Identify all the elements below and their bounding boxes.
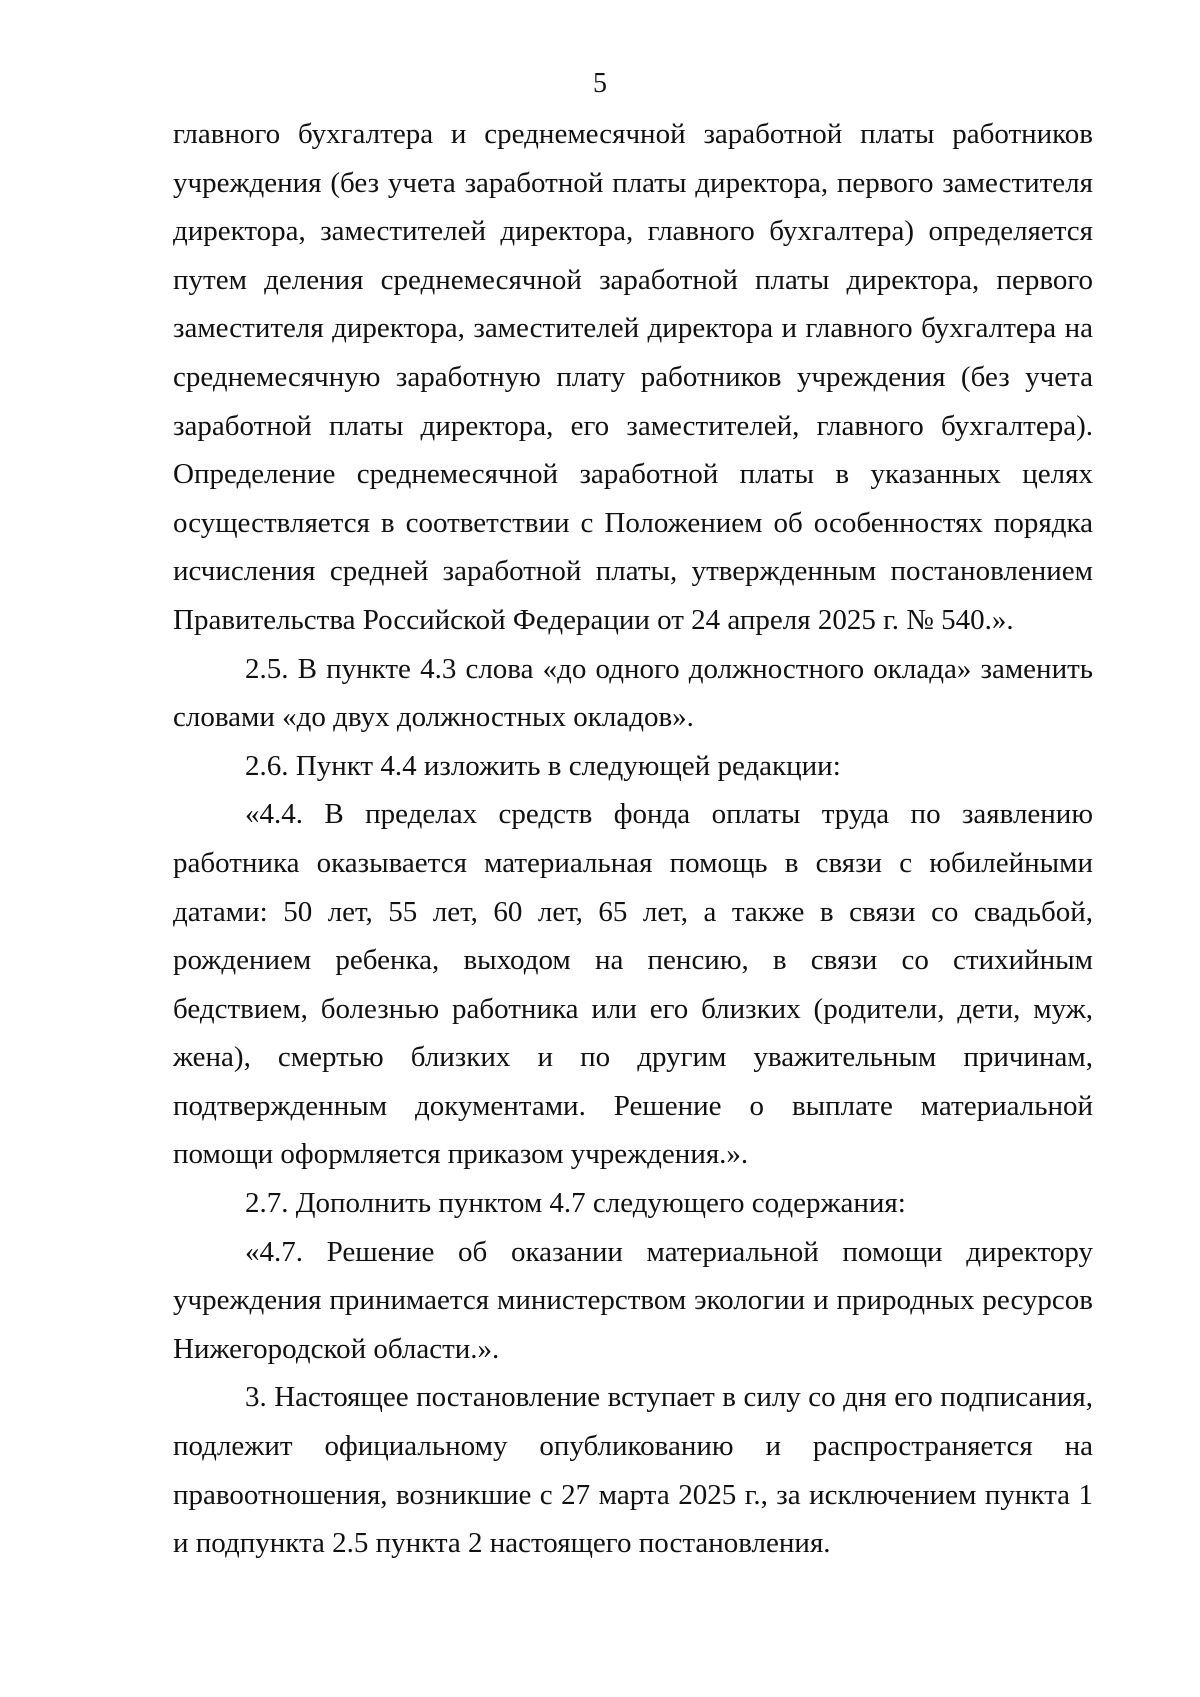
- paragraph-item-2-6: 2.6. Пункт 4.4 изложить в следующей редакции:: [245, 749, 841, 782]
- paragraph-item-2-7: 2.7. Дополнить пунктом 4.7 следующего содержания:: [245, 1187, 906, 1220]
- paragraph-item-4-4: «4.4. В пределах средств фонда оплаты труда по заявлению работника оказывается материальная помощь в связи с юбилейными датами: 50 лет, 55 лет, 60 лет, 65 лет, а также в связи со свадьбой, рождением ребенка, выходом на пенсию, в связи со стихийным бедствием, болезнью работника или его близких (родители, дети, муж, жена), смертью близких и по другим уважительным причинам, подтвержденным документами. Решение о выплате материальной помощи оформляется приказом учреждения.».: [173, 798, 1093, 1171]
- document-body: [173, 110, 1093, 1568]
- page-number: 5: [593, 68, 607, 99]
- paragraph-item-3: 3. Настоящее постановление вступает в силу со дня его подписания, подлежит официальному опубликованию и распространяется на правоотношения, возникшие с 27 марта 2025 г., за исключением пункта 1 и подпункта 2.5 пункта 2 настоящего постановления.: [173, 1381, 1093, 1560]
- paragraph-item-2-5: 2.5. В пункте 4.3 слова «до одного должностного оклада» заменить словами «до двух должностных окладов».: [173, 652, 1093, 734]
- paragraph-salary-ratio: главного бухгалтера и среднемесячной заработной платы работников учреждения (без учета заработной платы директора, первого заместителя директора, заместителей директора, главного бухгалтера) определяется путем деления среднемесячной заработной платы директора, первого заместителя директора, заместителей директора и главного бухгалтера на среднемесячную заработную плату работников учреждения (без учета заработной платы директора, его заместителей, главного бухгалтера). Определение среднемесячной заработной платы в указанных целях осуществляется в соответствии с Положением об особенностях порядка исчисления средней заработной платы, утвержденным постановлением Правительства Российской Федерации от 24 апреля 2025 г. № 540.».: [173, 118, 1093, 636]
- paragraph-item-4-7: «4.7. Решение об оказании материальной помощи директору учреждения принимается министерством экологии и природных ресурсов Нижегородской области.».: [173, 1235, 1093, 1365]
